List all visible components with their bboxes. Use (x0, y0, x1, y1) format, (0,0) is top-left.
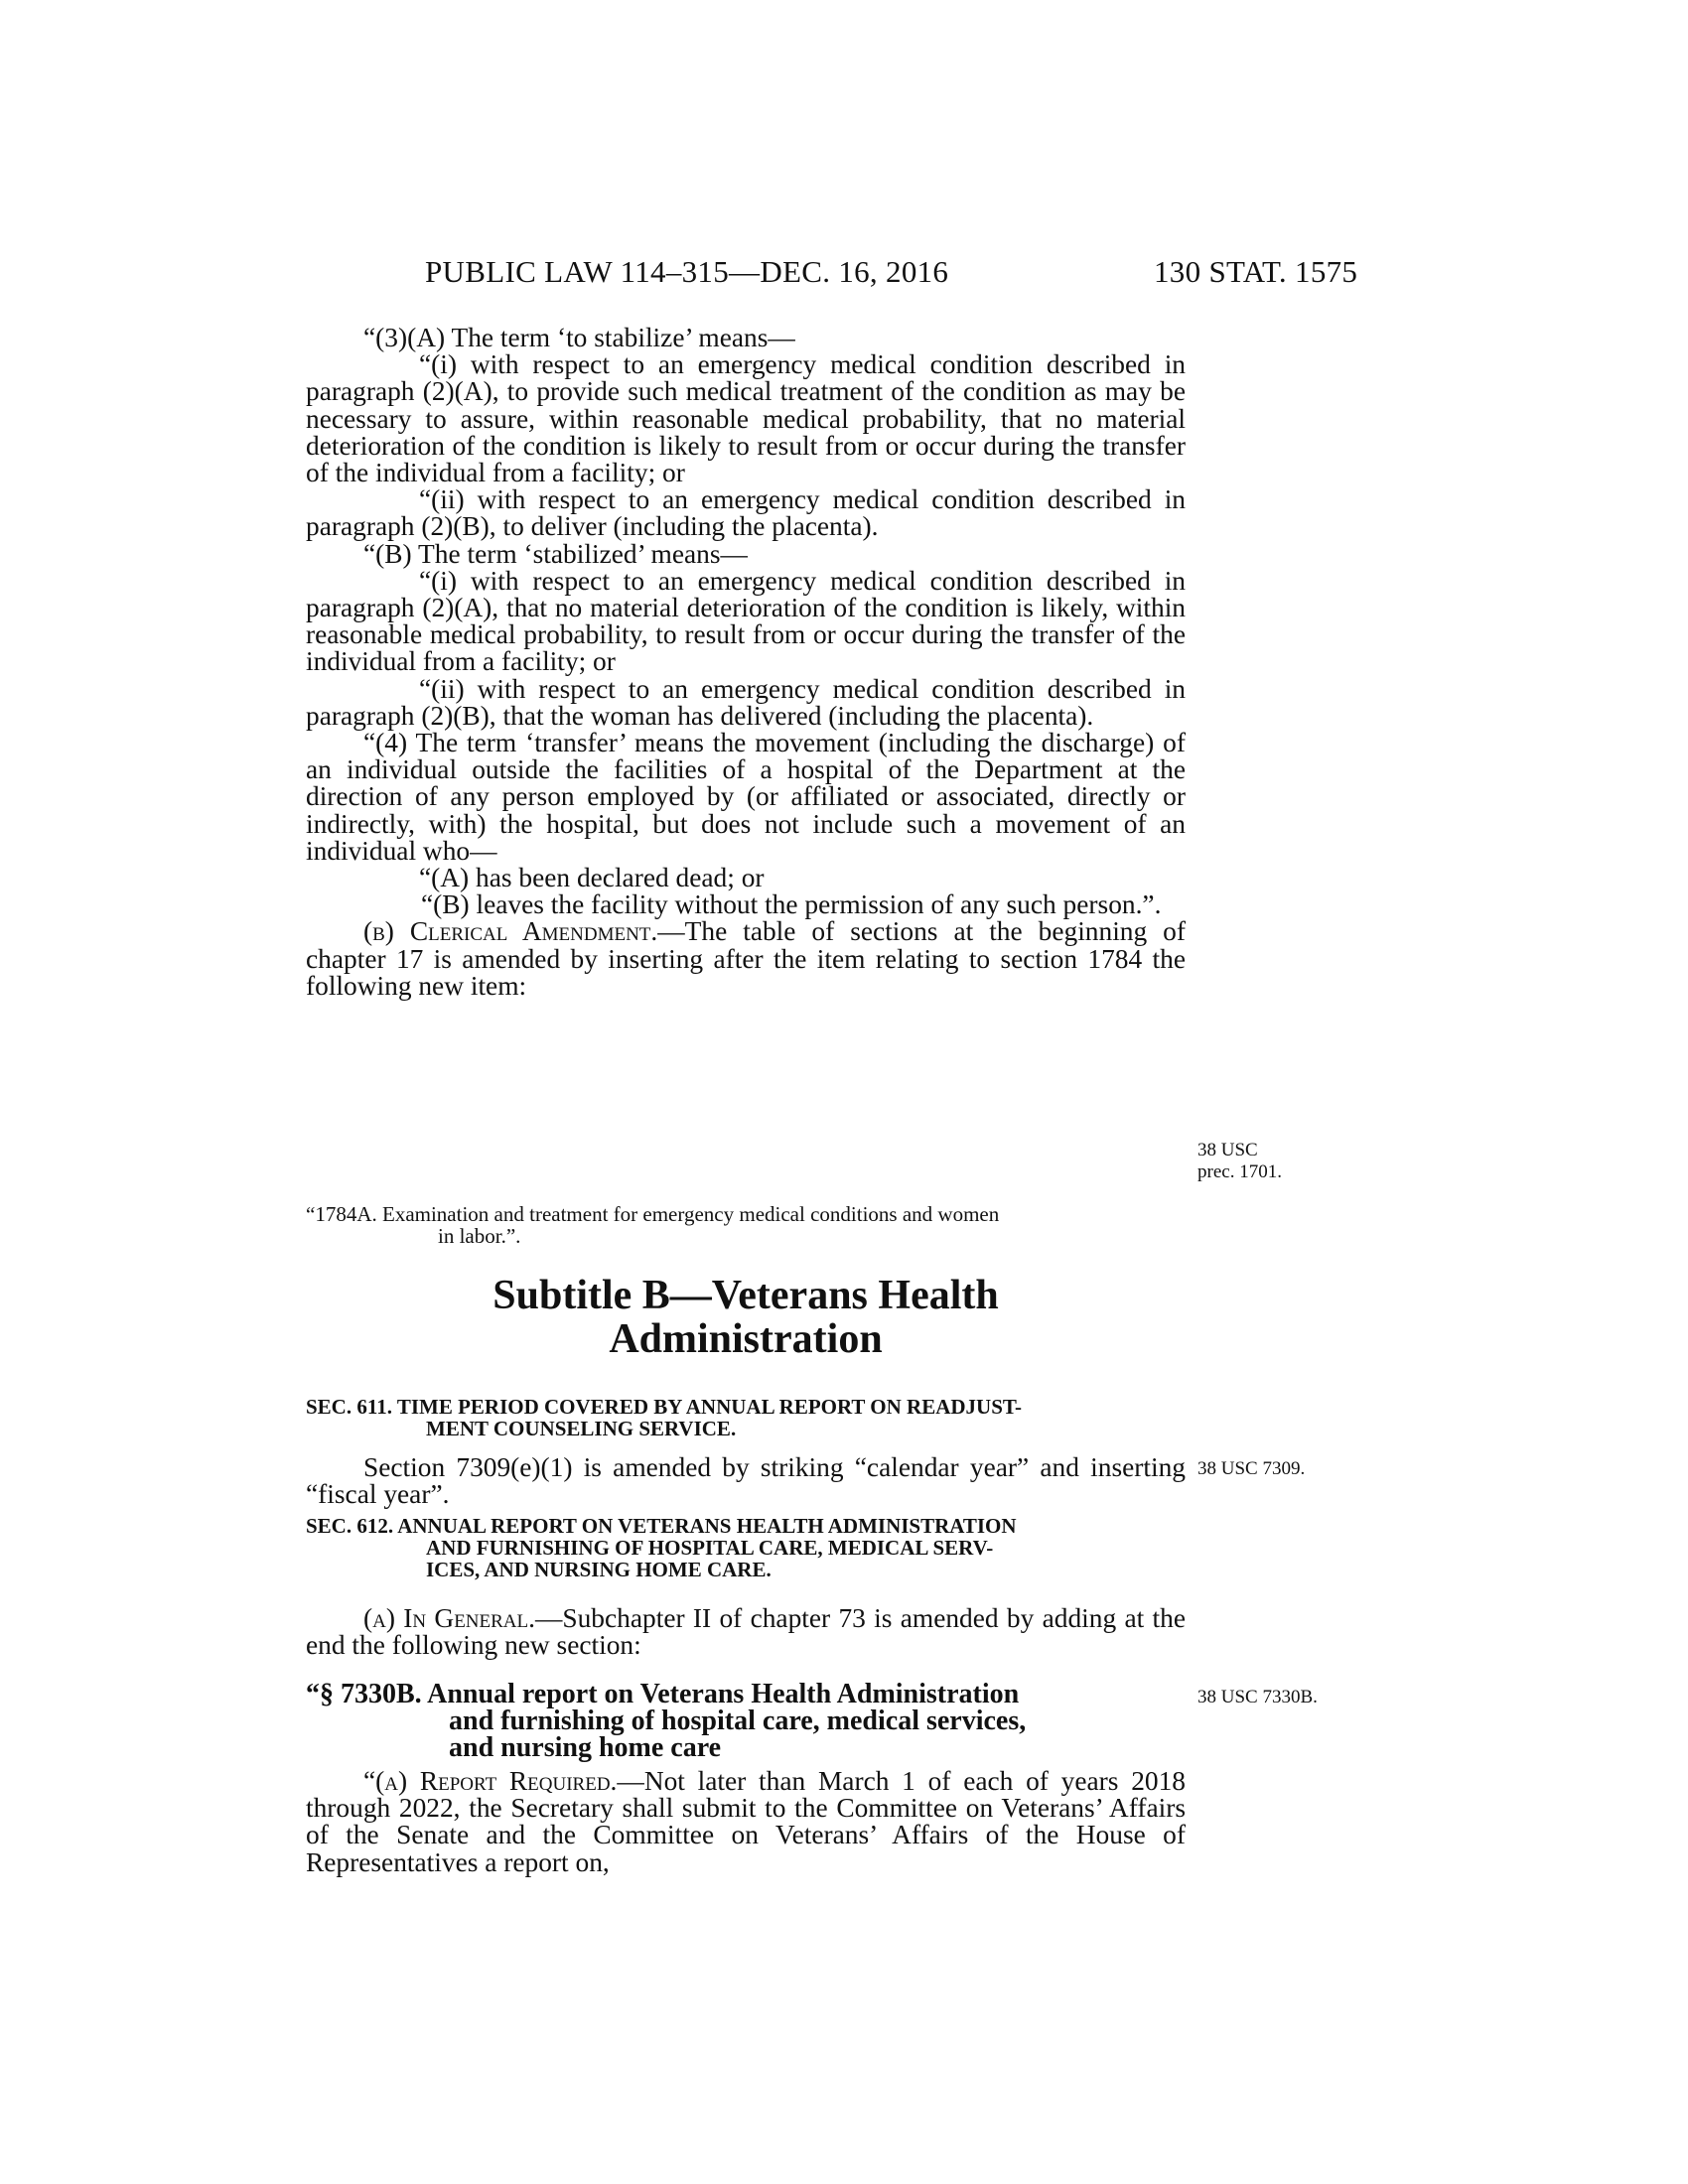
margin-note-1-line-b: prec. 1701. (1197, 1161, 1282, 1182)
running-header-left: PUBLIC LAW 114–315—DEC. 16, 2016 (425, 254, 949, 289)
subtitle-line-2: Administration (609, 1316, 883, 1362)
sec-611-text: Section 7309(e)(1) is amended by striking “calendar year” and inserting “fiscal year”. (306, 1452, 1186, 1510)
sec-612-heading-line-2: AND FURNISHING OF HOSPITAL CARE, MEDICAL SERV- (426, 1536, 994, 1560)
report-required-paragraph (306, 1768, 1186, 1876)
clause-3a-i: “(i) with respect to an emergency medical condition described in paragraph (2)(A), to provide such medical treatment of the condition as may be necessary to assure, within reasonable medical probability, that no material deterioration of the condition is likely to result from or occur during the transfer of the individual from a facility; or (306, 349, 1186, 488)
clerical-amendment-text: —The table of sections at the beginning of chapter 17 is amended by inserting after the item relating to section 1784 the following new item: (306, 916, 1186, 1001)
sec-612-a-label: (a) In General. (363, 1603, 535, 1633)
clause-3b-ii: “(ii) with respect to an emergency medical condition described in paragraph (2)(B), that the woman has delivered (including the placenta). (306, 673, 1186, 731)
sec-612-a-text: —Subchapter II of chapter 73 is amended by adding at the end the following new section: (306, 1603, 1186, 1661)
section-7330b-body (306, 1768, 1186, 1876)
margin-note-2: 38 USC 7309. (1197, 1458, 1306, 1479)
sec-611-heading (306, 1396, 1186, 1439)
paragraph-3a: “(3)(A) The term ‘to stabilize’ means— (363, 323, 795, 352)
toc-line-2: in labor.”. (438, 1224, 521, 1248)
margin-note-3: 38 USC 7330B. (1197, 1687, 1318, 1707)
clerical-amendment (306, 918, 1186, 1000)
sec-611-body (306, 1454, 1186, 1508)
margin-note-1-line-a: 38 USC (1197, 1140, 1258, 1160)
clause-3a-ii: “(ii) with respect to an emergency medical condition described in paragraph (2)(B), to deliver (including the placenta). (306, 484, 1186, 542)
sec-611-heading-line-1: SEC. 611. TIME PERIOD COVERED BY ANNUAL REPORT ON READJUST- (306, 1395, 1022, 1419)
clause-3b-i: “(i) with respect to an emergency medical condition described in paragraph (2)(A), that no material deterioration of the condition is likely, within reasonable medical probability, to result from or occur during the transfer of the individual from a facility; or (306, 565, 1186, 677)
sec-612-body (306, 1605, 1186, 1659)
sec-612-subsection-a (306, 1605, 1186, 1659)
section-7330b-heading-line-1: “§ 7330B. Annual report on Veterans Health Administration (306, 1679, 1020, 1709)
toc-line-1: “1784A. Examination and treatment for emergency medical conditions and women (306, 1202, 1000, 1226)
sec-611-heading-line-2: MENT COUNSELING SERVICE. (426, 1417, 737, 1440)
sec-612-heading-line-1: SEC. 612. ANNUAL REPORT ON VETERANS HEALTH ADMINISTRATION (306, 1514, 1017, 1538)
page-number: 130 STAT. 1575 (1154, 254, 1358, 289)
subtitle-line-1: Subtitle B—Veterans Health (492, 1273, 999, 1318)
section-7330b-heading-line-3: and nursing home care (449, 1732, 722, 1763)
report-required-label: “(a) Report Required. (363, 1766, 618, 1796)
toc-item-1784a (306, 1203, 1186, 1247)
report-required-text: —Not later than March 1 of each of years 2018 through 2022, the Secretary shall submit to the Committee on Veterans’ Affairs of the Senate and the Committee on Veterans’ Affairs of the House of Representatives a report on, (306, 1766, 1186, 1877)
subparagraph-4b: “(B) leaves the facility without the permission of any such person.”. (421, 889, 1162, 920)
subparagraph-4a: “(A) has been declared dead; or (419, 863, 765, 893)
clerical-amendment-label: (b) Clerical Amendment. (363, 916, 658, 947)
paragraph-3b: “(B) The term ‘stabilized’ means— (363, 538, 748, 569)
sec-612-heading-line-3: ICES, AND NURSING HOME CARE. (426, 1558, 772, 1581)
paragraph-4 (306, 730, 1186, 865)
sec-612-heading (306, 1515, 1186, 1580)
definitions-block (306, 325, 1186, 1000)
margin-note-1 (1197, 1140, 1282, 1183)
subtitle-heading (306, 1274, 1186, 1361)
paragraph-4-text: “(4) The term ‘transfer’ means the movement (including the discharge) of an individual outside the facilities of a hospital of the Department at the direction of any person employed by (or affiliated or associated, directly or indirectly, with) the hospital, but does not include such a movement of an individual who— (306, 728, 1186, 866)
section-7330b-heading (306, 1681, 1186, 1761)
section-7330b-heading-line-2: and furnishing of hospital care, medical services, (449, 1706, 1027, 1736)
